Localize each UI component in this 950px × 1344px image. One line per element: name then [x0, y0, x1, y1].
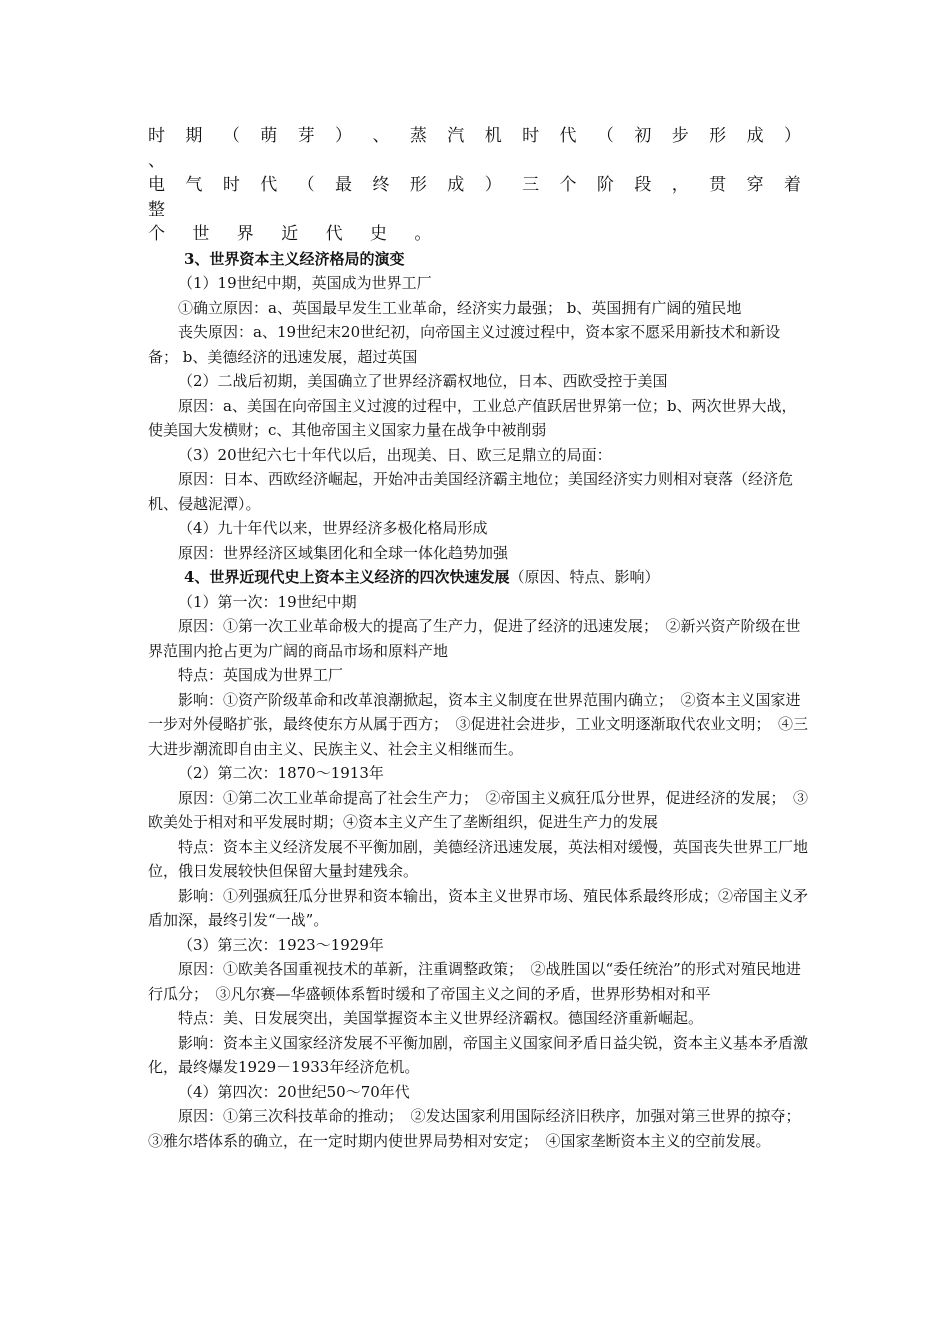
paragraph: 原因：世界经济区域集团化和全球一体化趋势加强 — [178, 543, 509, 562]
section-4-heading-note: （原因、特点、影响） — [509, 568, 660, 586]
paragraph: （1）第一次：19世纪中期 — [178, 592, 357, 611]
paragraph: （2）第二次：1870～1913年 — [178, 764, 384, 782]
paragraph: 原因：①第三次科技革命的推动； ②发达国家利用国际经济旧秩序，加强对第三世界的掠夺； ③雅尔塔体系的确立，在一定时期内使世界局势相对安定； ④国家垄断资本主义的空前发展。 — [148, 1107, 809, 1150]
paragraph: （2）二战后初期，美国确立了世界经济霸权地位，日本、西欧受控于美国 — [178, 372, 668, 390]
paragraph: （3）20世纪六七十年代以后，出现美、日、欧三足鼎立的局面： — [178, 445, 612, 464]
paragraph: （4）第四次：20世纪50～70年代 — [178, 1082, 410, 1101]
section-4-heading-text: 4、世界近现代史上资本主义经济的四次快速发展 — [184, 568, 510, 586]
paragraph: 原因：①第二次工业革命提高了社会生产力； ②帝国主义疯狂瓜分世界，促进经济的发展； ③欧美处于相对和平发展时期；④资本主义产生了垄断组织，促进生产力的发展 — [148, 788, 809, 831]
paragraph: 影响：①列强疯狂瓜分世界和资本输出，资本主义世界市场、殖民体系最终形成；②帝国主义矛盾加深，最终引发“一战”。 — [148, 886, 809, 929]
paragraph: （4）九十年代以来，世界经济多极化格局形成 — [178, 519, 488, 537]
section-4-heading — [148, 565, 808, 590]
paragraph: （1）19世纪中期，英国成为世界工厂 — [178, 274, 432, 292]
paragraph: 原因：①第一次工业革命极大的提高了生产力，促进了经济的迅速发展； ②新兴资产阶级在世界范围内抢占更为广阔的商品市场和原料产地 — [148, 617, 801, 660]
paragraph: 特点：英国成为世界工厂 — [178, 666, 344, 684]
paragraph: 原因：日本、西欧经济崛起，开始冲击美国经济霸主地位；美国经济实力则相对衰落（经济危机、侵越泥潭）。 — [148, 470, 794, 513]
document-body — [148, 124, 808, 1153]
paragraph: 影响：资本主义国家经济发展不平衡加剧，帝国主义国家间矛盾日益尖锐，资本主义基本矛盾激化，最终爆发1929－1933年经济危机。 — [148, 1033, 809, 1076]
paragraph: ①确立原因：a、英国最早发生工业革命，经济实力最强； b、英国拥有广阔的殖民地 — [178, 298, 742, 317]
section-3-heading: 3、世界资本主义经济格局的演变 — [184, 249, 405, 268]
paragraph: 影响：①资产阶级革命和改革浪潮掀起，资本主义制度在世界范围内确立； ②资本主义国家进一步对外侵略扩张，最终使东方从属于西方； ③促进社会进步，工业文明逐渐取代农业文明； ④三大进步潮流即自由主义、民族主义、社会主义相继而生。 — [148, 690, 809, 758]
intro-line: 时 期 （ 萌 芽 ） 、 蒸 汽 机 时 代 （ 初 步 形 成 ） 、 — [148, 126, 808, 171]
paragraph: 特点：资本主义经济发展不平衡加剧，美德经济迅速发展，英法相对缓慢，英国丧失世界工厂地位，俄日发展较快但保留大量封建残余。 — [148, 837, 809, 880]
paragraph: 特点：美、日发展突出，美国掌握资本主义世界经济霸权。德国经济重新崛起。 — [178, 1009, 704, 1027]
paragraph: 丧失原因：a、19世纪末20世纪初，向帝国主义过渡过程中，资本家不愿采用新技术和新设备； b、美德经济的迅速发展，超过英国 — [148, 323, 781, 366]
paragraph: （3）第三次：1923～1929年 — [178, 935, 384, 954]
intro-line: 个 世 界 近 代 史 。 — [148, 224, 443, 244]
intro-line: 电 气 时 代 （ 最 终 形 成 ） 三 个 阶 段 ， 贯 穿 着 整 — [148, 175, 808, 220]
paragraph: 原因：a、美国在向帝国主义过渡的过程中，工业总产值跃居世界第一位；b、两次世界大战，使美国大发横财；c、其他帝国主义国家力量在战争中被削弱 — [148, 396, 797, 439]
paragraph: 原因：①欧美各国重视技术的革新，注重调整政策； ②战胜国以“委任统治”的形式对殖民地进行瓜分； ③凡尔赛—华盛顿体系暂时缓和了帝国主义之间的矛盾，世界形势相对和平 — [148, 960, 801, 1003]
